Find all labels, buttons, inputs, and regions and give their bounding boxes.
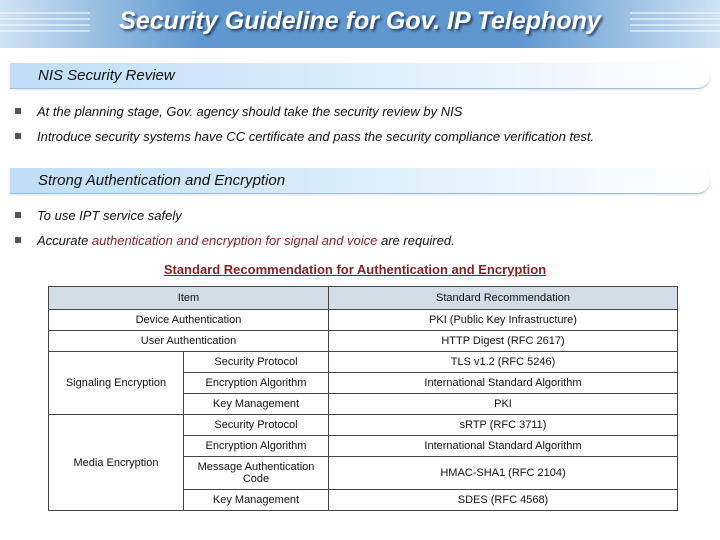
bullet-text: are required. (377, 233, 455, 248)
subitem-cell: Security Protocol (184, 415, 329, 436)
bullet-item (15, 208, 182, 223)
bullet-text: Accurate (37, 233, 92, 248)
bullet-marker (15, 133, 21, 139)
item-cell: User Authentication (49, 331, 329, 352)
standard-cell: sRTP (RFC 3711) (329, 415, 678, 436)
bullet-text: To use IPT service safely (37, 208, 182, 223)
bullet-item (15, 129, 594, 144)
column-header-item: Item (49, 287, 329, 310)
column-header-standard: Standard Recommendation (329, 287, 678, 310)
bullet-text: At the planning stage, Gov. agency should take the security review by NIS (37, 104, 463, 119)
standard-cell: SDES (RFC 4568) (329, 490, 678, 511)
standard-cell: PKI (Public Key Infrastructure) (329, 310, 678, 331)
section-bar-auth-encryption (10, 168, 710, 194)
bullet-item (15, 104, 462, 119)
standard-cell: TLS v1.2 (RFC 5246) (329, 352, 678, 373)
table-header-row (49, 287, 678, 310)
item-cell: Device Authentication (49, 310, 329, 331)
group-cell: Signaling Encryption (49, 352, 184, 415)
section-heading: Strong Authentication and Encryption (38, 172, 286, 189)
table-caption: Standard Recommendation for Authentication and Encryption (163, 262, 547, 277)
standard-cell: HTTP Digest (RFC 2617) (329, 331, 678, 352)
highlighted-text: authentication and encryption for signal and voice (91, 233, 378, 248)
table-row (49, 415, 678, 436)
title-banner (0, 0, 720, 48)
standard-cell: International Standard Algorithm (329, 436, 678, 457)
section-heading: NIS Security Review (38, 67, 175, 84)
subitem-cell: Encryption Algorithm (184, 436, 329, 457)
table-row (49, 310, 678, 331)
subitem-cell: Encryption Algorithm (184, 373, 329, 394)
subitem-cell: Message Authentication Code (184, 457, 329, 490)
standards-table (48, 286, 678, 511)
section-bar-nis-review (10, 63, 710, 89)
table-row (49, 331, 678, 352)
bullet-marker (15, 237, 21, 243)
subitem-cell: Key Management (184, 490, 329, 511)
standard-cell: HMAC-SHA1 (RFC 2104) (329, 457, 678, 490)
bullet-text: Introduce security systems have CC certificate and pass the security compliance verification test. (37, 129, 595, 144)
standard-cell: PKI (329, 394, 678, 415)
page-title: Security Guideline for Gov. IP Telephony (119, 7, 601, 35)
table-row (49, 352, 678, 373)
subitem-cell: Security Protocol (184, 352, 329, 373)
group-cell: Media Encryption (49, 415, 184, 511)
bullet-marker (15, 108, 21, 114)
bullet-marker (15, 212, 21, 218)
subitem-cell: Key Management (184, 394, 329, 415)
standard-cell: International Standard Algorithm (329, 373, 678, 394)
bullet-item (15, 233, 455, 248)
